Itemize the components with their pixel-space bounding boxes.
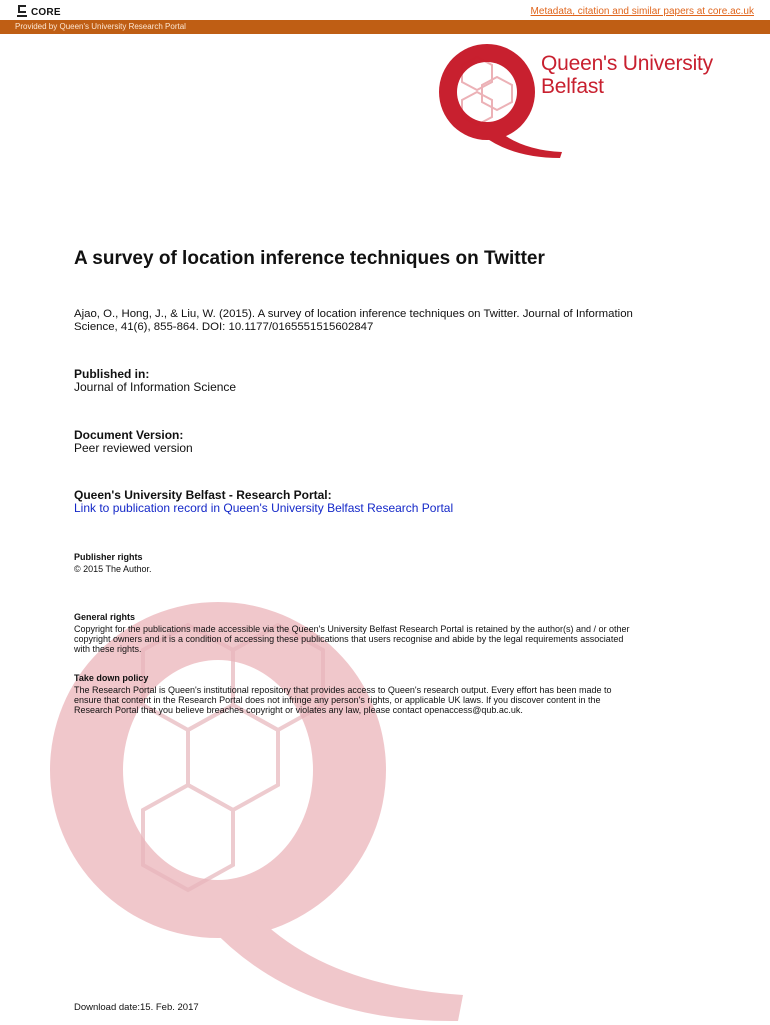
published-in-section: [74, 368, 236, 394]
core-logo-text: CORE: [31, 7, 61, 18]
general-rights-section: [74, 611, 734, 654]
general-rights-line1: Copyright for the publications made accessible via the Queen's University Belfast Research Portal is retained by the author(s) and / or other: [74, 624, 630, 634]
document-version-section: [74, 429, 193, 455]
citation-line2: Science, 41(6), 855-864. DOI: 10.1177/0165551515602847: [74, 321, 374, 333]
research-portal-heading: Queen's University Belfast - Research Portal:: [74, 488, 332, 502]
university-name-line1: Queen's University: [541, 52, 713, 75]
publisher-rights-section: [74, 551, 152, 574]
university-name-line2: Belfast: [541, 75, 604, 98]
provider-bar: [0, 20, 770, 34]
publisher-rights-value: © 2015 The Author.: [74, 564, 152, 574]
citation: [74, 308, 724, 334]
general-rights-line3: with these rights.: [74, 644, 142, 654]
takedown-policy-heading: Take down policy: [74, 673, 149, 683]
core-metadata-link[interactable]: Metadata, citation and similar papers at core.ac.uk: [530, 6, 754, 17]
paper-title: A survey of location inference techniques on Twitter: [74, 248, 545, 269]
core-header: [0, 0, 770, 20]
takedown-policy-line1: The Research Portal is Queen's institutional repository that provides access to Queen's research output. Every effort has been made to: [74, 685, 612, 695]
publication-record-link[interactable]: Link to publication record in Queen's University Belfast Research Portal: [74, 501, 454, 515]
general-rights-line2: copyright owners and it is a condition of accessing these publications that users recognise and abide by the legal requirements associated: [74, 634, 624, 644]
publisher-rights-heading: Publisher rights: [74, 552, 143, 562]
provider-text: Provided by Queen's University Research Portal: [15, 22, 186, 31]
core-logo-icon: [16, 3, 28, 18]
document-version-heading: Document Version:: [74, 428, 184, 442]
takedown-policy-line3: Research Portal that you believe breaches copyright or violates any law, please contact openaccess@qub.ac.uk.: [74, 705, 523, 715]
published-in-value: Journal of Information Science: [74, 380, 237, 394]
general-rights-heading: General rights: [74, 612, 136, 622]
university-name: [541, 52, 713, 98]
takedown-policy-line2: ensure that content in the Research Portal does not infringe any person's rights, or applicable UK laws. If you discover content in the: [74, 695, 601, 705]
document-version-value: Peer reviewed version: [74, 441, 193, 455]
takedown-policy-section: [74, 672, 734, 715]
download-date: Download date:15. Feb. 2017: [74, 1002, 199, 1013]
research-portal-section: [74, 489, 453, 515]
published-in-heading: Published in:: [74, 367, 150, 381]
core-logo[interactable]: [16, 3, 61, 18]
citation-line1: Ajao, O., Hong, J., & Liu, W. (2015). A survey of location inference techniques on Twitter. Journal of Information: [74, 308, 633, 320]
